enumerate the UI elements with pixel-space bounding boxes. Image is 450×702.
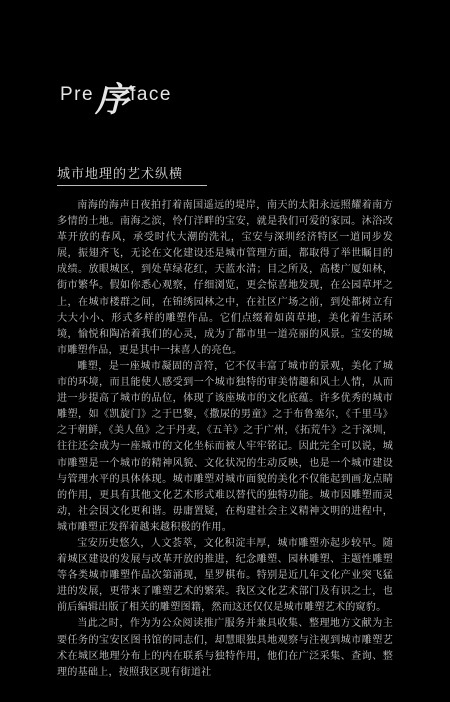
section-subtitle: 城市地理的艺术纵横 bbox=[57, 163, 207, 186]
paragraph-1: 南海的海声日夜拍打着南国遥远的堤岸，南天的太阳永远照耀着南方多情的土地。南海之滨，怜仃洋畔的宝安，就是我们可爱的家园。沐浴改革开放的春风，承受时代大潮的洗礼，宝安与深圳经济特区一道同步发展，振翅齐飞，无论在文化建设还是城市管理方面，都取得了举世瞩目的成绩。放眼城区，到处草绿花红，天蓝水清；目之所及，高楼广厦如林，街市繁华。假如你悉心观察，仔细浏览，更会惊喜地发现，在公园草坪之上，在城市楼群之间，在锦绣园林之中，在社区广场之前，到处都树立有大大小小、形式多样的雕塑作品。它们点缀着如茵草地，美化着生活环境，愉悦和陶冶着我们的心灵，成为了都市里一道亮丽的风景。宝安的城市雕塑作品，更是其中一抹喜人的亮色。 bbox=[57, 200, 393, 356]
preface-heading bbox=[60, 70, 172, 119]
preface-latin-prefix: Pre bbox=[60, 83, 95, 105]
preface-latin-suffix: face bbox=[130, 83, 172, 105]
paragraph-2: 雕塑，是一座城市凝固的音符，它不仅丰富了城市的景观，美化了城市的环境，而且能使人感受到一个城市独特的审美情趣和风土人情，从而进一步提高了城市的品位，体现了该座城市的文化底蕴。许多优秀的城市雕塑，如《凯旋门》之于巴黎，《撒尿的男童》之于布鲁塞尔，《千里马》之于朝鲜，《美人鱼》之于丹麦，《五羊》之于广州，《拓荒牛》之于深圳，往往还会成为一座城市的文化坐标而被人牢牢铭记。因此完全可以说，城市雕塑是一个城市的精神风貌、文化状况的生动反映，也是一个城市建设与管理水平的具体体现。城市雕塑对城市面貌的美化不仅能起到画龙点睛的作用，更具有其他文化艺术形式难以替代的独特功能。城市因雕塑而灵动，社会因文化更和谐。毋庸置疑，在构建社会主义精神文明的进程中，城市雕塑正发挥着越来越积极的作用。 bbox=[57, 360, 393, 533]
preface-body bbox=[57, 198, 393, 681]
paragraph-3: 宝安历史悠久，人文荟萃，文化积淀丰厚，城市雕塑亦起步较早。随着城区建设的发展与改革开放的推进，纪念雕塑、园林雕塑、主题性雕塑等各类城市雕塑作品次第涌现，星罗棋布。特别是近几年文化产业突飞猛进的发展，更带来了雕塑艺术的繁荣。我区文化艺术部门及有识之士，也前后编辑出版了相关的雕塑图籍，然而这还仅仅是城市雕塑艺术的窥豹。 bbox=[57, 537, 393, 614]
paragraph-4: 当此之时，作为为公众阅读推广服务并兼具收集、整理地方文献为主要任务的宝安区图书馆的同志们，却慧眼独具地观察与注视到城市雕塑艺术在城区地理分布上的内在联系与独特作用，他们在广泛采集、查询、整理的基础上，按照我区现有街道社 bbox=[57, 618, 393, 678]
preface-cjk-title: 序 bbox=[95, 80, 130, 120]
